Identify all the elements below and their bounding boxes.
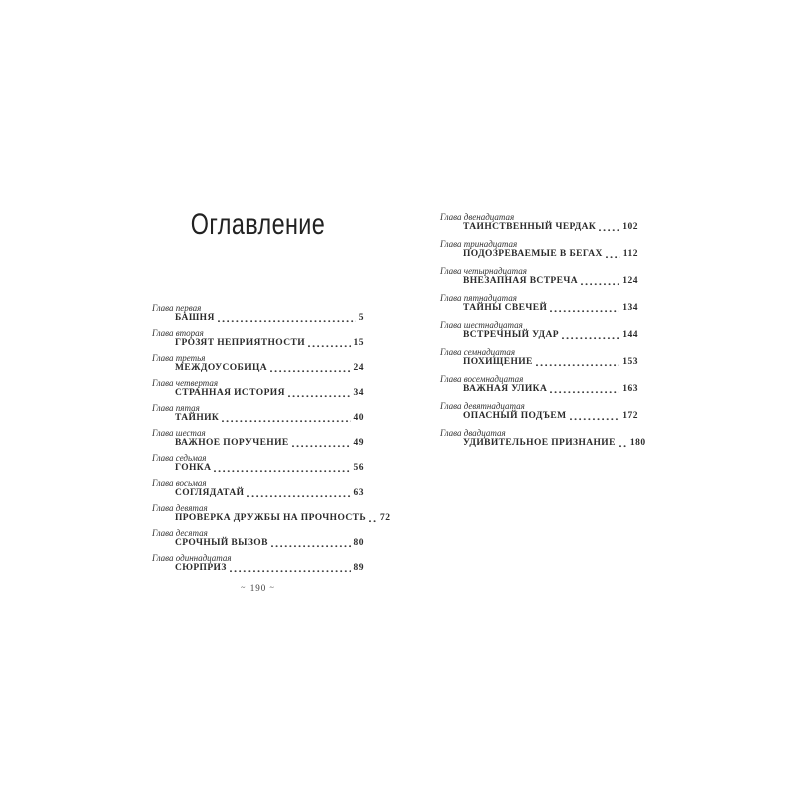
chapter-label: Глава четвертая bbox=[152, 378, 219, 388]
chapter-title: СТРАННАЯ ИСТОРИЯ bbox=[175, 388, 285, 398]
toc-entry bbox=[440, 212, 638, 233]
toc-entry bbox=[440, 374, 638, 395]
toc-entry bbox=[440, 401, 638, 422]
dot-leader bbox=[550, 309, 619, 313]
chapter-title-line bbox=[175, 313, 364, 324]
footer-ornament-right: ~ bbox=[269, 583, 275, 592]
chapter-page-number: 34 bbox=[353, 388, 364, 398]
chapter-title: ВНЕЗАПНАЯ ВСТРЕЧА bbox=[463, 276, 578, 286]
toc-entry bbox=[440, 428, 646, 449]
chapter-page-number: 49 bbox=[353, 438, 364, 448]
chapter-title: СЮРПРИЗ bbox=[175, 563, 227, 573]
chapter-title-line bbox=[463, 357, 638, 368]
chapter-page-number: 5 bbox=[358, 313, 364, 323]
chapter-page-number: 172 bbox=[622, 411, 638, 421]
chapter-title: ТАЙНЫ СВЕЧЕЙ bbox=[463, 303, 548, 313]
chapter-title-line bbox=[463, 222, 638, 233]
dot-leader bbox=[270, 369, 350, 373]
chapter-label: Глава двадцатая bbox=[440, 428, 506, 438]
chapter-title: ПРОВЕРКА ДРУЖБЫ НА ПРОЧНОСТЬ bbox=[175, 513, 367, 523]
chapter-title-line bbox=[463, 384, 638, 395]
chapter-label: Глава шестнадцатая bbox=[440, 320, 523, 330]
toc-entry bbox=[440, 320, 638, 341]
dot-leader bbox=[214, 469, 350, 473]
chapter-label: Глава седьмая bbox=[152, 453, 207, 463]
chapter-page-number: 63 bbox=[353, 488, 364, 498]
toc-entry bbox=[440, 293, 638, 314]
chapter-title: МЕЖДОУСОБИЦА bbox=[175, 363, 268, 373]
dot-leader bbox=[218, 319, 356, 323]
chapter-title-line bbox=[175, 338, 364, 349]
toc-entry bbox=[152, 378, 364, 399]
chapter-title-line bbox=[463, 411, 638, 422]
chapter-title: ТАИНСТВЕННЫЙ ЧЕРДАК bbox=[463, 222, 597, 232]
chapter-title: ВАЖНОЕ ПОРУЧЕНИЕ bbox=[175, 438, 289, 448]
toc-entry bbox=[152, 428, 364, 449]
folio-number: 190 bbox=[249, 583, 267, 593]
chapter-title: БАШНЯ bbox=[175, 313, 215, 323]
chapter-title-line bbox=[175, 513, 391, 524]
chapter-title-line bbox=[463, 303, 638, 314]
chapter-title: ТАЙНИК bbox=[175, 413, 220, 423]
dot-leader bbox=[292, 444, 351, 448]
dot-leader bbox=[562, 336, 619, 340]
chapter-page-number: 102 bbox=[622, 222, 638, 232]
chapter-title: СРОЧНЫЙ ВЫЗОВ bbox=[175, 538, 268, 548]
chapter-label: Глава третья bbox=[152, 353, 206, 363]
dot-leader bbox=[606, 255, 620, 259]
toc-entry bbox=[440, 266, 638, 287]
dot-leader bbox=[369, 519, 377, 523]
page-number-footer bbox=[152, 583, 364, 593]
toc-entry bbox=[152, 303, 364, 324]
chapter-title-line bbox=[175, 563, 364, 574]
dot-leader bbox=[599, 228, 619, 232]
toc-entry bbox=[440, 239, 638, 260]
toc-entry bbox=[152, 528, 364, 549]
toc-entry bbox=[152, 478, 364, 499]
chapter-label: Глава одиннадцатая bbox=[152, 553, 232, 563]
chapter-page-number: 134 bbox=[622, 303, 638, 313]
toc-entry bbox=[152, 328, 364, 349]
chapter-page-number: 144 bbox=[622, 330, 638, 340]
chapter-title: ОПАСНЫЙ ПОДЪЕМ bbox=[463, 411, 567, 421]
chapter-title: СОГЛЯДАТАЙ bbox=[175, 488, 245, 498]
chapter-page-number: 72 bbox=[380, 513, 391, 523]
chapter-page-number: 163 bbox=[622, 384, 638, 394]
dot-leader bbox=[619, 444, 627, 448]
chapter-label: Глава восьмая bbox=[152, 478, 207, 488]
chapter-label: Глава шестая bbox=[152, 428, 206, 438]
chapter-page-number: 80 bbox=[353, 538, 364, 548]
chapter-title: ПОХИЩЕНИЕ bbox=[463, 357, 533, 367]
chapter-page-number: 24 bbox=[353, 363, 364, 373]
chapter-label: Глава семнадцатая bbox=[440, 347, 516, 357]
toc-entry bbox=[152, 503, 391, 524]
chapter-label: Глава восемнадцатая bbox=[440, 374, 524, 384]
chapter-title-line bbox=[175, 388, 364, 399]
chapter-page-number: 112 bbox=[622, 249, 638, 259]
chapter-title-line bbox=[175, 538, 364, 549]
chapter-label: Глава тринадцатая bbox=[440, 239, 518, 249]
chapter-title-line bbox=[175, 438, 364, 449]
chapter-title-line bbox=[175, 363, 364, 374]
chapter-page-number: 153 bbox=[622, 357, 638, 367]
chapter-page-number: 180 bbox=[629, 438, 646, 448]
chapter-title-line bbox=[175, 413, 364, 424]
dot-leader bbox=[230, 569, 351, 573]
chapter-page-number: 124 bbox=[622, 276, 638, 286]
chapter-label: Глава пятнадцатая bbox=[440, 293, 517, 303]
chapter-title: УДИВИТЕЛЬНОЕ ПРИЗНАНИЕ bbox=[463, 438, 616, 448]
toc-entry bbox=[440, 347, 638, 368]
dot-leader bbox=[550, 390, 619, 394]
dot-leader bbox=[271, 544, 351, 548]
dot-leader bbox=[581, 282, 619, 286]
chapter-page-number: 15 bbox=[353, 338, 364, 348]
footer-ornament-left: ~ bbox=[241, 583, 247, 592]
chapter-label: Глава четырнадцатая bbox=[440, 266, 527, 276]
chapter-title: ГРОЗЯТ НЕПРИЯТНОСТИ bbox=[175, 338, 305, 348]
chapter-title: ВСТРЕЧНЫЙ УДАР bbox=[463, 330, 559, 340]
chapter-page-number: 56 bbox=[353, 463, 364, 473]
dot-leader bbox=[570, 417, 620, 421]
dot-leader bbox=[247, 494, 350, 498]
chapter-title: ПОДОЗРЕВАЕМЫЕ В БЕГАХ bbox=[463, 249, 603, 259]
toc-entry bbox=[152, 453, 364, 474]
toc-entry bbox=[152, 353, 364, 374]
chapter-label: Глава первая bbox=[152, 303, 202, 313]
dot-leader bbox=[288, 394, 351, 398]
dot-leader bbox=[308, 344, 351, 348]
chapter-page-number: 89 bbox=[353, 563, 364, 573]
dot-leader bbox=[222, 419, 350, 423]
chapter-title-line bbox=[463, 330, 638, 341]
chapter-title-line bbox=[463, 438, 646, 449]
toc-column-right bbox=[440, 212, 646, 455]
chapter-label: Глава девятая bbox=[152, 503, 208, 513]
chapter-label: Глава пятая bbox=[152, 403, 200, 413]
chapter-label: Глава десятая bbox=[152, 528, 208, 538]
chapter-title-line bbox=[463, 249, 638, 260]
chapter-label: Глава двенадцатая bbox=[440, 212, 515, 222]
chapter-title-line bbox=[175, 488, 364, 499]
chapter-title: ВАЖНАЯ УЛИКА bbox=[463, 384, 548, 394]
chapter-label: Глава вторая bbox=[152, 328, 204, 338]
page-title: Оглавление bbox=[190, 208, 326, 241]
chapter-page-number: 40 bbox=[353, 413, 364, 423]
chapter-title-line bbox=[175, 463, 364, 474]
toc-entry bbox=[152, 403, 364, 424]
toc-entry bbox=[152, 553, 364, 574]
toc-column-left bbox=[152, 303, 391, 578]
dot-leader bbox=[536, 363, 619, 367]
chapter-title: ГОНКА bbox=[175, 463, 212, 473]
chapter-label: Глава девятнадцатая bbox=[440, 401, 525, 411]
chapter-title-line bbox=[463, 276, 638, 287]
